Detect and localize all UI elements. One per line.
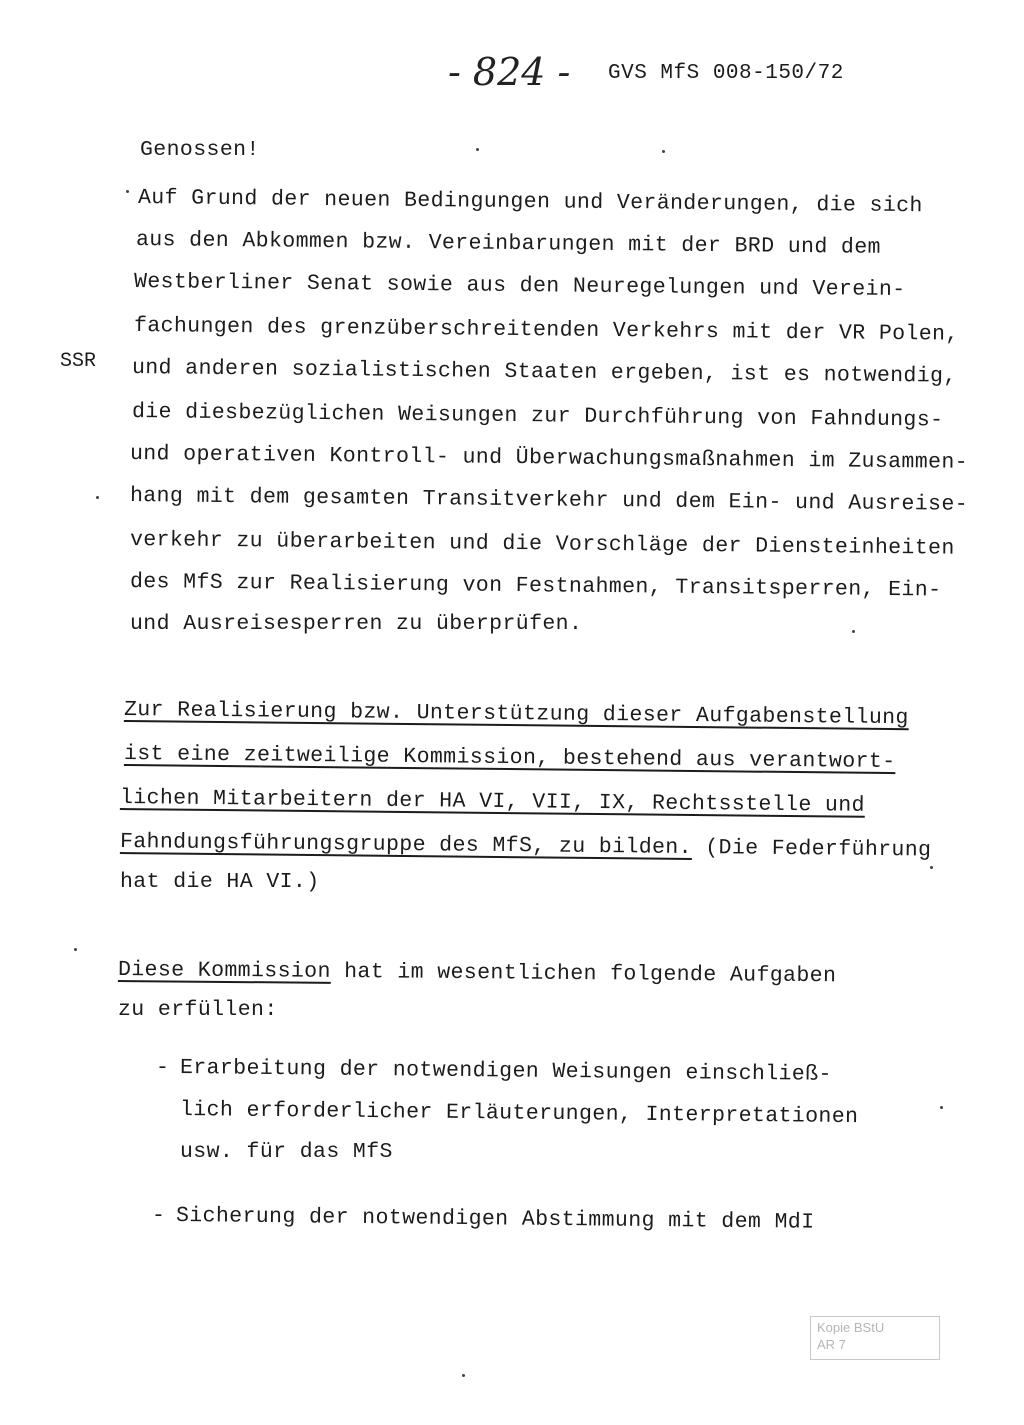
- underlined-line: Zur Realisierung bzw. Unterstützung dieser Aufgabenstellung: [123, 698, 909, 731]
- paragraph-line: zu erfüllen:: [118, 998, 278, 1022]
- list-item-line: lich erforderlicher Erläuterungen, Interpretationen: [179, 1098, 859, 1130]
- stamp-line: Kopie BStU: [817, 1320, 885, 1335]
- paragraph-line: Auf Grund der neuen Bedingungen und Veränderungen, die sich: [137, 186, 923, 219]
- underlined-line: lichen Mitarbeitern der HA VI, VII, IX, Rechtsstelle und: [119, 786, 866, 818]
- scan-speck: [930, 866, 933, 869]
- paragraph-line: [120, 830, 932, 862]
- paragraph-line: hat die HA VI.): [120, 870, 320, 894]
- archive-stamp: [810, 1316, 940, 1360]
- document-reference: GVS MfS 008-150/72: [608, 62, 844, 85]
- paragraph-line: hang mit dem gesamten Transitverkehr und dem Ein- und Ausreise-: [129, 484, 969, 517]
- scan-speck: [852, 630, 855, 633]
- paragraph-line: [118, 958, 837, 988]
- paragraph-line: und operativen Kontroll- und Überwachungsmaßnahmen im Zusammen-: [129, 442, 969, 475]
- stamp-line: AR 7: [817, 1337, 846, 1352]
- scan-speck: [940, 1106, 943, 1109]
- paragraph-line: Westberliner Senat sowie aus den Neuregelungen und Verein-: [133, 270, 906, 303]
- paragraph-line: des MfS zur Realisierung von Festnahmen, Transitsperren, Ein-: [129, 570, 942, 603]
- paragraph-line: aus den Abkommen bzw. Vereinbarungen mit der BRD und dem: [135, 228, 882, 260]
- list-item-line: Sicherung der notwendigen Abstimmung mit dem MdI: [175, 1204, 815, 1235]
- underlined-text: Diese Kommission: [117, 958, 331, 984]
- underlined-line: ist eine zeitweilige Kommission, bestehend aus verantwort-: [123, 742, 896, 775]
- salutation: Genossen!: [140, 138, 260, 162]
- paragraph-line: und Ausreisesperren zu überprüfen.: [130, 612, 583, 636]
- paragraph-line: die diesbezüglichen Weisungen zur Durchführung von Fahndungs-: [131, 400, 944, 433]
- scan-speck: [476, 148, 479, 151]
- page-number: - 824 -: [448, 50, 571, 94]
- scan-speck: [96, 496, 99, 499]
- scan-speck: [74, 948, 77, 951]
- list-bullet: -: [152, 1204, 166, 1228]
- plain-text: (Die Federführung: [691, 835, 932, 863]
- list-bullet: -: [156, 1056, 170, 1080]
- plain-text: hat im wesentlichen folgende Aufgaben: [330, 959, 837, 989]
- scan-speck: [462, 1374, 465, 1377]
- list-item-line: Erarbeitung der notwendigen Weisungen einschließ-: [179, 1056, 832, 1087]
- scan-speck: [662, 150, 665, 153]
- scan-speck: [126, 190, 129, 193]
- margin-note: SSR: [60, 350, 97, 373]
- underlined-text: Fahndungsführungsgruppe des MfS, zu bilden.: [119, 830, 693, 860]
- paragraph-line: und anderen sozialistischen Staaten ergeben, ist es notwendig,: [131, 356, 957, 389]
- paragraph-line: verkehr zu überarbeiten und die Vorschläge der Diensteinheiten: [129, 528, 955, 561]
- paragraph-line: fachungen des grenzüberschreitenden Verkehrs mit der VR Polen,: [133, 314, 959, 347]
- list-item-line: usw. für das MfS: [180, 1140, 393, 1164]
